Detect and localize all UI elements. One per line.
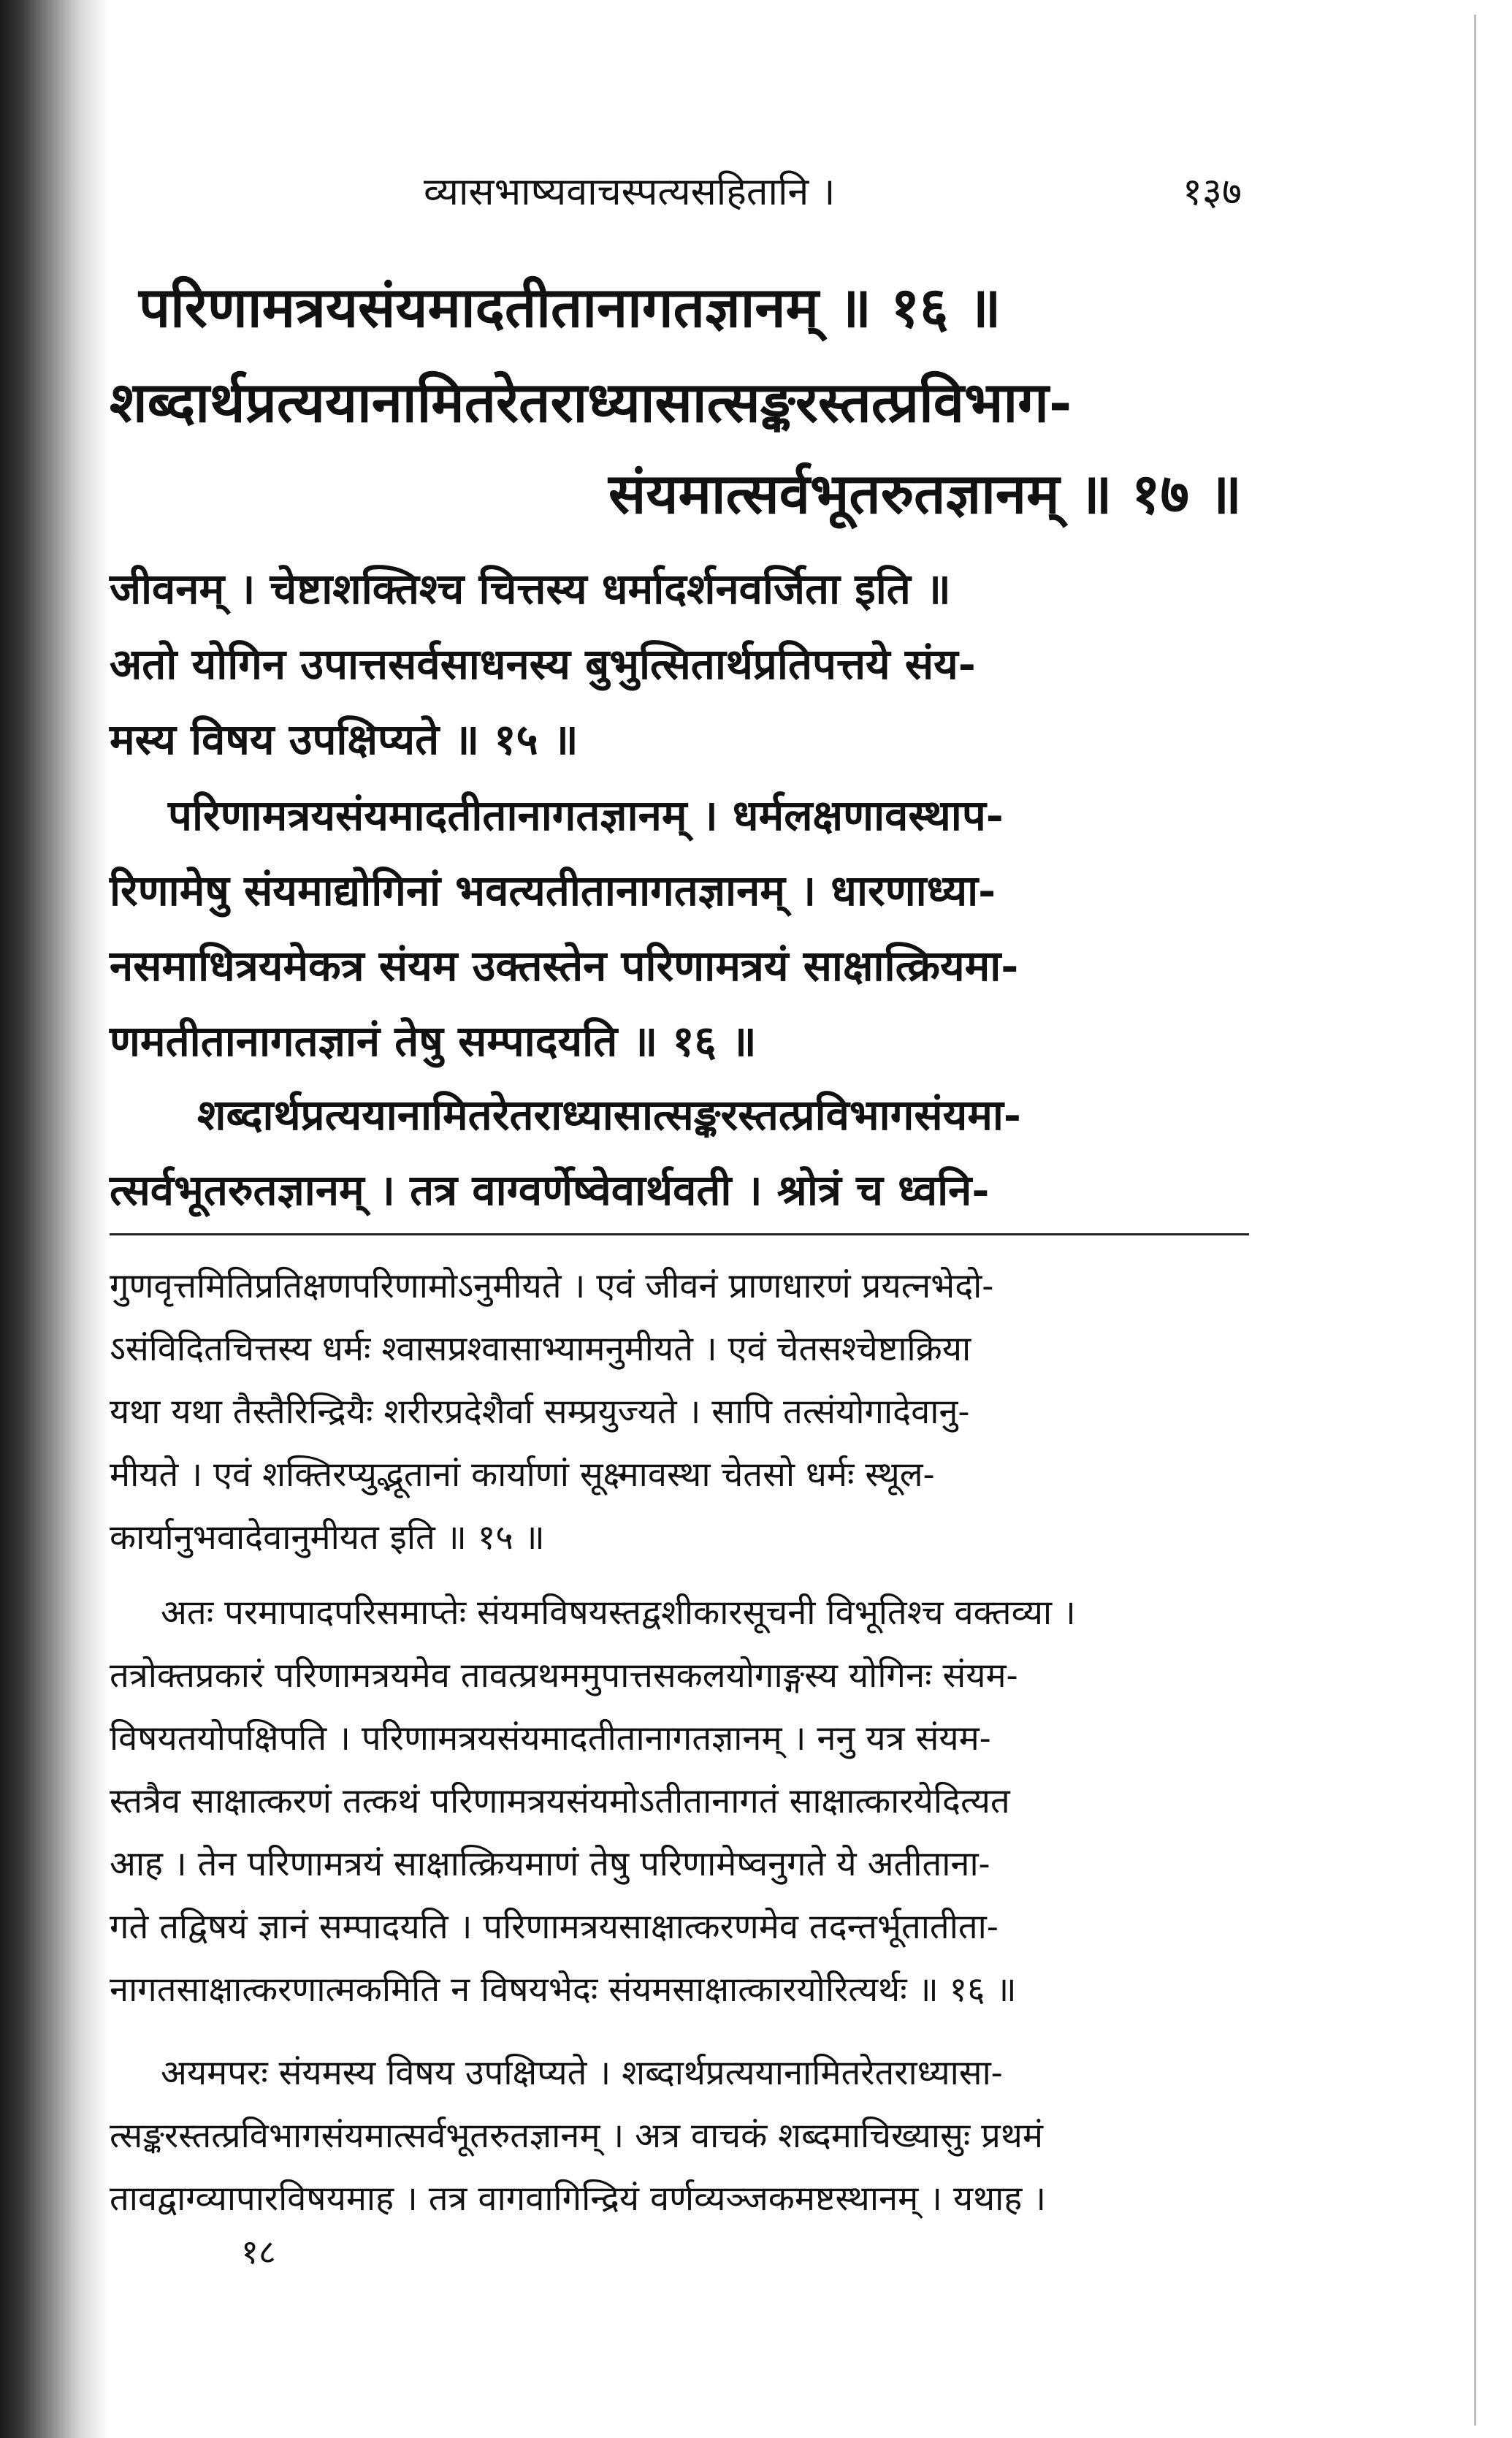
text-line: अयमपरः संयमस्य विषय उपक्षिप्यते । शब्दार्थप्रत्ययानामितरेतराध्यासा- [161,2053,1003,2093]
text-line: आह । तेन परिणामत्रयं साक्षात्क्रियमाणं तेषु परिणामेष्वनुगते ये अतीताना- [110,1844,990,1884]
text-line: जीवनम् । चेष्टाशक्तिश्च चित्तस्य धर्मादर्शनवर्जिता इति ॥ [110,564,951,614]
scan-shadow-edge [0,0,110,2438]
bhashya-paragraph-17 [110,1078,1256,1228]
sutra-17-line-1: शब्दार्थप्रत्ययानामितरेतराध्यासात्सङ्करस्तत्प्रविभाग- [110,370,1072,435]
tika-paragraph-17 [110,2042,1256,2231]
text-line: रिणामेषु संयमाद्योगिनां भवत्यतीतानागतज्ञानम् । धारणाध्या- [110,866,996,915]
text-line: शब्दार्थप्रत्ययानामितरेतराध्यासात्सङ्करस्तत्प्रविभागसंयमा- [197,1090,1021,1140]
running-title: व्यासभाष्यवाचस्पत्यसहितानि । [424,170,836,214]
text-line: णमतीतानागतज्ञानं तेषु सम्पादयति ॥ १६ ॥ [110,1016,757,1066]
scan-right-edge-line [1474,15,1476,2426]
text-line: मीयते । एवं शक्तिरप्युद्भूतानां कार्याणां सूक्ष्मावस्था चेतसो धर्मः स्थूल- [110,1455,935,1495]
commentary-divider [110,1233,1249,1235]
text-line: त्सङ्करस्तत्प्रविभागसंयमात्सर्वभूतरुतज्ञानम् । अत्र वाचकं शब्दमाचिख्यासुः प्रथमं [110,2116,1044,2156]
bhashya-paragraph-15 [110,552,1256,777]
running-header [95,164,1256,216]
text-line: नागतसाक्षात्करणात्मकमिति न विषयभेदः संयमसाक्षात्कारयोरित्यर्थः ॥ १६ ॥ [110,1970,1017,2010]
text-line: स्तत्रैव साक्षात्करणं तत्कथं परिणामत्रयसंयमोऽतीतानागतं साक्षात्कारयेदित्यत [110,1781,1010,1821]
text-line: त्सर्वभूतरुतज्ञानम् । तत्र वाग्वर्णेष्वेवार्थवती । श्रोत्रं च ध्वनि- [110,1165,990,1215]
text-line: अतः परमापादपरिसमाप्तेः संयमविषयस्तद्वशीकारसूचनी विभूतिश्च वक्तव्या । [161,1593,1076,1633]
text-line: तावद्वाग्व्यापारविषयमाह । तत्र वागवागिन्द्रियं वर्णव्यञ्जकमष्टस्थानम् । यथाह । [110,2179,1047,2219]
bhashya-paragraph-16 [110,778,1256,1079]
text-line: गते तद्विषयं ज्ञानं सम्पादयति । परिणामत्रयसाक्षात्करणमेव तदन्तर्भूतातीता- [110,1907,999,1947]
text-line: विषयतयोपक्षिपति । परिणामत्रयसंयमादतीतानागतज्ञानम् । ननु यत्र संयम- [110,1718,991,1759]
text-line: अतो योगिन उपात्तसर्वसाधनस्य बुभुत्सितार्थप्रतिपत्तये संय- [110,639,976,689]
text-line: तत्रोक्तप्रकारं परिणामत्रयमेव तावत्प्रथममुपात्तसकलयोगाङ्गस्य योगिनः संयम- [110,1656,1018,1696]
text-line: कार्यानुभवादेवानुमीयत इति ॥ १५ ॥ [110,1517,545,1558]
text-line: नसमाधित्रयमेकत्र संयम उक्तस्तेन परिणामत्रयं साक्षात्क्रियमा- [110,941,1019,991]
text-line: मस्य विषय उपक्षिप्यते ॥ १५ ॥ [110,715,579,764]
book-page [95,0,1256,2438]
text-line: गुणवृत्तमितिप्रतिक्षणपरिणामोऽनुमीयते । एवं जीवनं प्राणधारणं प्रयत्नभेदो- [110,1266,994,1306]
page-number: १३७ [1182,170,1242,214]
text-line: ऽसंविदितचित्तस्य धर्मः श्वासप्रश्वासाभ्यामनुमीयते । एवं चेतसश्चेष्टाक्रिया [110,1329,971,1369]
sutra-16: परिणामत्रयसंयमादतीतानागतज्ञानम् ॥ १६ ॥ [139,275,1001,340]
text-line: यथा यथा तैस्तैरिन्द्रियैः शरीरप्रदेशैर्वा सम्प्रयुज्यते । सापि तत्संयोगादेवानु- [110,1392,970,1432]
tika-paragraph-15 [110,1255,1256,1569]
tika-paragraph-16 [110,1582,1256,2022]
sutra-17-line-2: संयमात्सर्वभूतरुतज्ञानम् ॥ १७ ॥ [608,461,1242,526]
text-line: परिणामत्रयसंयमादतीतानागतज्ञानम् । धर्मलक्षणावस्थाप- [168,791,1004,840]
signature-mark: १८ [241,2232,276,2271]
